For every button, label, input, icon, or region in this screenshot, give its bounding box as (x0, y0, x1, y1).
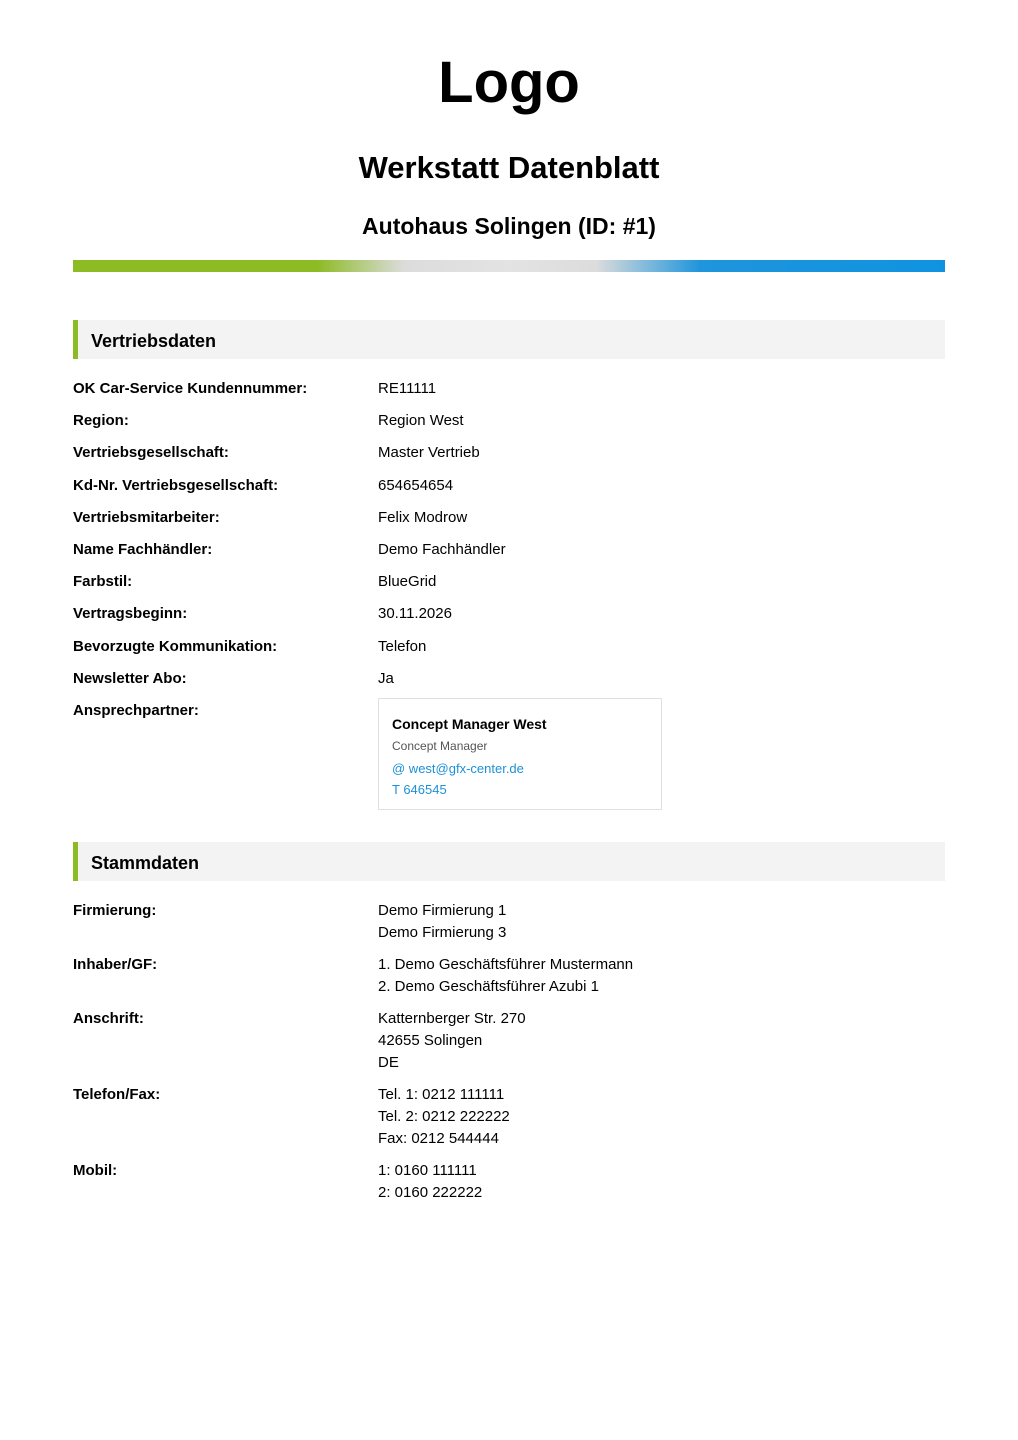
contact-role: Concept Manager (392, 739, 488, 753)
value-line: Demo Firmierung 3 (378, 924, 507, 941)
field-value (378, 954, 945, 998)
row-color-style (73, 571, 945, 593)
value-line: 2: 0160 222222 (378, 1184, 483, 1201)
contact-card (378, 698, 662, 810)
row-mobile (73, 1160, 945, 1204)
field-value (378, 900, 945, 944)
value-line: 2. Demo Geschäftsführer Azubi 1 (378, 978, 599, 995)
field-label: Anschrift: (73, 1010, 144, 1027)
gradient-divider (73, 260, 945, 272)
value-line: Katternberger Str. 270 (378, 1010, 526, 1027)
field-value: Felix Modrow (378, 508, 468, 526)
section-title: Vertriebsdaten (91, 331, 217, 351)
value-line: 1: 0160 111111 (378, 1162, 477, 1179)
field-value: RE11111 (378, 380, 437, 397)
row-preferred-communication (73, 636, 945, 658)
field-value (378, 1160, 945, 1204)
field-value (378, 1008, 945, 1074)
field-label: Inhaber/GF: (73, 956, 158, 973)
field-label: Name Fachhändler: (73, 540, 213, 558)
value-line: 1. Demo Geschäftsführer Mustermann (378, 956, 634, 973)
value-line: Tel. 1: 0212 111111 (378, 1086, 505, 1103)
field-label: Vertragsbeginn: (73, 605, 188, 623)
logo: Logo (438, 50, 580, 115)
field-value: 30.11.2026 (378, 605, 452, 623)
field-label: OK Car-Service Kundennummer: (73, 380, 308, 397)
row-customer-number (73, 378, 945, 400)
field-label: Vertriebsgesellschaft: (73, 444, 229, 462)
row-sales-company-number (73, 475, 945, 497)
field-value: Telefon (378, 637, 427, 655)
field-label: Bevorzugte Kommunikation: (73, 637, 278, 655)
contact-name: Concept Manager West (392, 716, 547, 732)
field-label: Firmierung: (73, 902, 157, 919)
row-contract-start (73, 603, 945, 625)
row-region (73, 410, 945, 432)
row-address (73, 1008, 945, 1074)
field-value: Demo Fachhändler (378, 540, 506, 558)
value-line: Tel. 2: 0212 222222 (378, 1108, 510, 1125)
field-value: BlueGrid (378, 573, 437, 591)
sales-data-list (73, 378, 945, 732)
page-subtitle: Autohaus Solingen (ID: #1) (362, 213, 656, 239)
section-header-stammdaten (73, 842, 945, 881)
field-label: Farbstil: (73, 573, 133, 591)
contact-phone-link[interactable]: T 646545 (392, 782, 447, 797)
field-label: Kd-Nr. Vertriebsgesellschaft: (73, 476, 279, 494)
row-sales-employee (73, 507, 945, 529)
value-line: DE (378, 1054, 399, 1071)
section-title: Stammdaten (91, 853, 200, 873)
field-label: Vertriebsmitarbeiter: (73, 508, 220, 526)
field-label: Region: (73, 412, 129, 430)
section-header-vertriebsdaten (73, 320, 945, 359)
page-title: Werkstatt Datenblatt (358, 150, 660, 185)
row-dealer-name (73, 539, 945, 561)
field-label: Ansprechpartner: (73, 701, 199, 719)
field-label: Newsletter Abo: (73, 669, 187, 687)
field-value: Region West (378, 412, 464, 430)
field-value: 654654654 (378, 476, 454, 494)
row-newsletter (73, 668, 945, 690)
contact-email-link[interactable]: @ west@gfx-center.de (392, 761, 524, 776)
value-line: Fax: 0212 544444 (378, 1130, 499, 1147)
field-label: Telefon/Fax: (73, 1086, 161, 1103)
row-phone-fax (73, 1084, 945, 1150)
field-label: Mobil: (73, 1162, 118, 1179)
row-owner (73, 954, 945, 998)
field-value (378, 1084, 945, 1150)
field-value: Ja (378, 669, 394, 687)
value-line: Demo Firmierung 1 (378, 902, 507, 919)
master-data-list (73, 900, 945, 1214)
row-company-name (73, 900, 945, 944)
row-sales-company (73, 442, 945, 464)
value-line: 42655 Solingen (378, 1032, 483, 1049)
field-value: Master Vertrieb (378, 444, 480, 462)
